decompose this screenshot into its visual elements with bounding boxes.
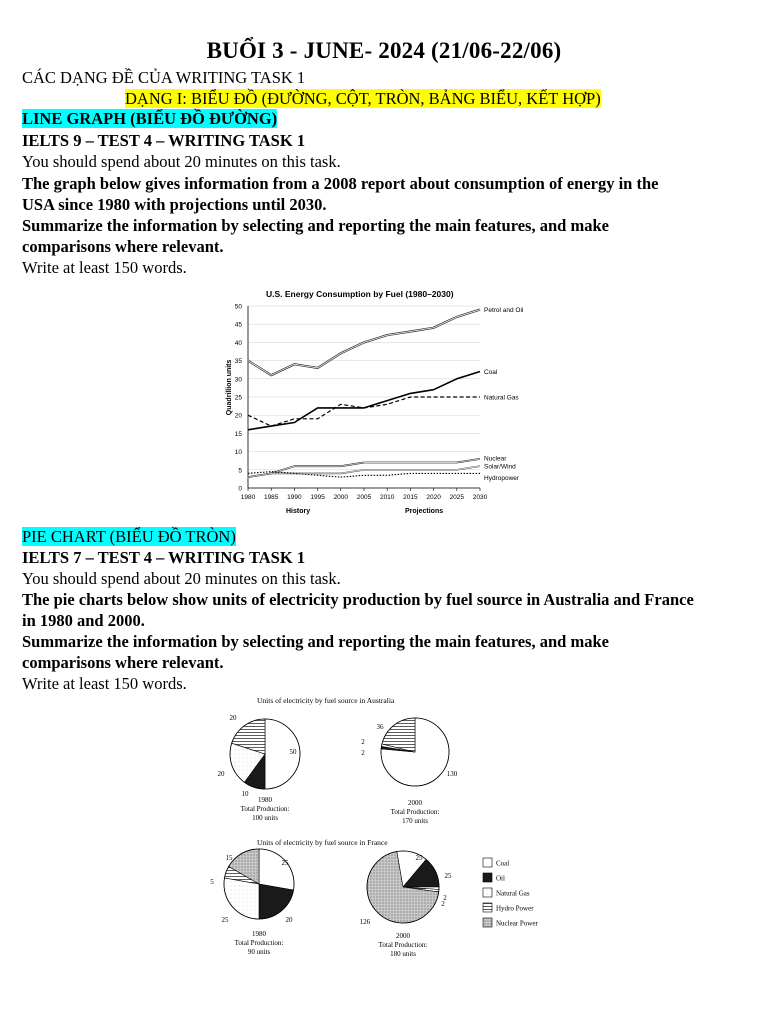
y-tick-label: 40: [234, 339, 242, 347]
series-label-solar-wind: Solar/Wind: [484, 463, 516, 471]
pie-total-value: 180 units: [390, 950, 416, 958]
y-tick-label: 45: [234, 321, 242, 329]
y-tick-label: 25: [234, 394, 242, 402]
legend-swatch-hydro-power: [483, 903, 492, 912]
pie-slice-label: 10: [241, 790, 249, 798]
y-tick-label: 20: [234, 412, 242, 420]
pie-slice-natural-gas: [224, 878, 259, 919]
section2-words: Write at least 150 words.: [22, 674, 187, 693]
section1-prompt-1: The graph below gives information from a 2008 report about consumption of energy in the: [22, 174, 659, 193]
y-tick-label: 5: [238, 467, 242, 475]
y-tick-label: 0: [238, 485, 242, 493]
legend-label-oil: Oil: [496, 874, 505, 883]
pie-slice-coal: [259, 849, 294, 890]
x-tick-label: 2015: [403, 494, 418, 501]
section2-instr-2: comparisons where relevant.: [22, 653, 224, 672]
pie-slice-oil: [259, 884, 293, 919]
pie-year-label: 2000: [408, 799, 422, 807]
pie-slice-label: 2: [361, 749, 365, 757]
x-tick-label: 1980: [240, 494, 256, 501]
pie-slice-label: 25: [415, 854, 423, 862]
pie-slice-label: 2: [443, 894, 447, 902]
france-group-title: Units of electricity by fuel source in France: [257, 838, 388, 847]
pie-slice-label: 36: [376, 723, 384, 731]
section1-test: IELTS 9 – TEST 4 – WRITING TASK 1: [22, 131, 306, 150]
x-tick-label: 2025: [449, 494, 465, 501]
series-label-nuclear: Nuclear: [484, 455, 507, 463]
series-label-hydropower: Hydropower: [484, 474, 520, 482]
series-line-nuclear: [248, 459, 480, 477]
pie-charts: [205, 692, 565, 982]
series-label-coal: Coal: [484, 369, 498, 377]
pie-charts-figure: [205, 692, 565, 982]
legend-label-coal: Coal: [496, 859, 510, 868]
series-label-natural-gas: Natural Gas: [484, 394, 519, 402]
x-tick-label: 1985: [263, 494, 279, 501]
series-line-hydropower: [248, 472, 480, 478]
section2-instr-1: Summarize the information by selecting and reporting the main features, and make: [22, 632, 609, 651]
section2-prompt-1: The pie charts below show units of electricity production by fuel source in Australia and France: [22, 590, 694, 609]
pie-year-label: 1980: [252, 930, 266, 938]
series-line-natural-gas: [248, 397, 480, 426]
pie-total-label: Total Production:: [378, 941, 428, 949]
section2-heading: [22, 526, 236, 547]
line-chart-xlabel-projections: Projections: [405, 508, 444, 515]
page-title: BUỔI 3 - JUNE- 2024 (21/06-22/06): [206, 38, 562, 63]
y-tick-label: 10: [234, 449, 242, 457]
section2-heading-text: PIE CHART (BIỂU ĐỒ TRÒN): [22, 527, 236, 546]
legend-swatch-coal: [483, 858, 492, 867]
legend-label-hydro-power: Hydro Power: [496, 904, 534, 913]
pie-slice-label: 126: [359, 918, 371, 926]
y-tick-label: 35: [234, 358, 242, 366]
pie-slice-label: 25: [281, 859, 289, 867]
x-tick-label: 1995: [310, 494, 325, 501]
section1-instr-2: comparisons where relevant.: [22, 237, 224, 256]
section1-words: Write at least 150 words.: [22, 258, 187, 277]
series-line-coal: [248, 372, 480, 430]
section2-prompt-2: in 1980 and 2000.: [22, 611, 145, 630]
pie-slice-label: 130: [446, 770, 458, 778]
section1-instr-1: Summarize the information by selecting and reporting the main features, and make: [22, 216, 609, 235]
australia-group-title: Units of electricity by fuel source in Australia: [257, 696, 395, 705]
pie-year-label: 2000: [396, 932, 410, 940]
line-chart-ylabel: Quadrillion units: [226, 359, 233, 416]
pie-total-value: 170 units: [402, 817, 428, 825]
section1-heading-text: LINE GRAPH (BIỂU ĐỒ ĐƯỜNG): [22, 109, 278, 128]
pie-slice-label: 50: [289, 748, 297, 756]
legend-swatch-natural-gas: [483, 888, 492, 897]
pie-slice-label: 20: [229, 714, 237, 722]
pie-total-label: Total Production:: [240, 805, 290, 813]
pie-slice-label: 2: [441, 900, 445, 908]
x-tick-label: 1990: [287, 494, 302, 501]
pie-total-label: Total Production:: [234, 939, 284, 947]
series-label-petrol-and-oil: Petrol and Oil: [484, 307, 524, 315]
line-chart-xlabel-history: History: [286, 508, 311, 515]
legend-swatch-oil: [483, 873, 492, 882]
section1-prompt-2: USA since 1980 with projections until 2030.: [22, 195, 327, 214]
legend-label-nuclear-power: Nuclear Power: [496, 919, 538, 928]
x-tick-label: 2020: [426, 494, 441, 501]
line-chart-title: U.S. Energy Consumption by Fuel (1980–2030): [266, 289, 454, 299]
section2-test: IELTS 7 – TEST 4 – WRITING TASK 1: [22, 548, 306, 567]
type-heading: [125, 88, 601, 109]
x-tick-label: 2010: [379, 494, 395, 501]
pie-total-label: Total Production:: [390, 808, 440, 816]
legend-label-natural-gas: Natural Gas: [496, 889, 530, 898]
pie-slice-label: 25: [444, 872, 452, 880]
pie-slice-label: 15: [225, 854, 233, 862]
section1-heading: [22, 108, 277, 129]
series-line-inner-solar-wind: [248, 466, 480, 477]
type-heading-text: DẠNG I: BIỂU ĐỒ (ĐƯỜNG, CỘT, TRÒN, BẢNG BIỂU, KẾT HỢP): [125, 89, 601, 108]
line-chart-figure: [218, 278, 548, 518]
pie-slice-label: 20: [285, 916, 293, 924]
x-tick-label: 2000: [333, 494, 349, 501]
pie-year-label: 1980: [258, 796, 272, 804]
pie-slice-label: 2: [361, 738, 365, 746]
pie-slice-label: 5: [210, 878, 214, 886]
y-tick-label: 15: [234, 430, 242, 438]
y-tick-label: 30: [234, 376, 242, 384]
series-line-solar-wind: [248, 466, 480, 477]
section2-time: You should spend about 20 minutes on this task.: [22, 569, 341, 588]
x-tick-label: 2030: [472, 494, 488, 501]
pie-slice-label: 20: [217, 770, 225, 778]
x-tick-label: 2005: [356, 494, 372, 501]
y-tick-label: 50: [234, 303, 242, 311]
pie-total-value: 90 units: [247, 948, 271, 956]
pie-slice-label: 25: [221, 916, 229, 924]
section1-time: You should spend about 20 minutes on this task.: [22, 152, 341, 171]
legend-swatch-nuclear-power: [483, 918, 492, 927]
line-chart: [218, 278, 548, 518]
pie-total-value: 100 units: [252, 814, 278, 822]
page-subtitle: CÁC DẠNG ĐỀ CỦA WRITING TASK 1: [22, 68, 306, 87]
